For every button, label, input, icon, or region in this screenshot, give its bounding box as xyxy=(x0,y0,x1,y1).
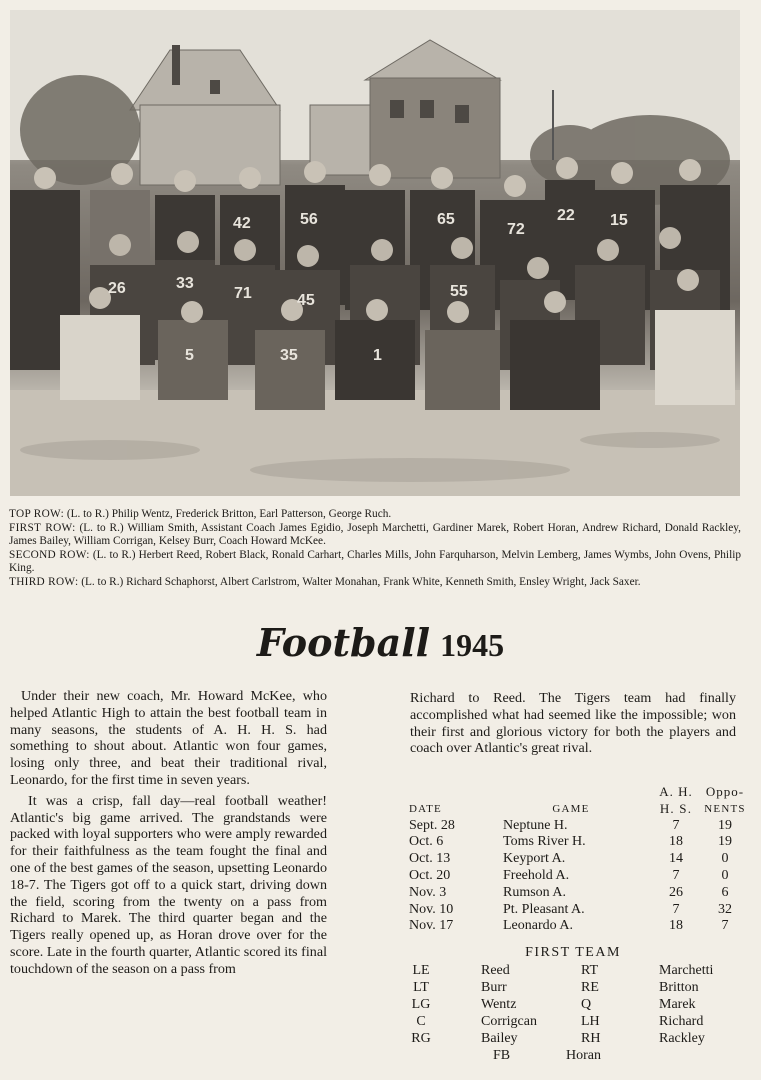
ah-score: 14 xyxy=(669,851,683,867)
article-paragraph: It was a crisp, fall day—real football weather! Atlantic's big game arrived. The grandstands were packed with loyal supporters who were amply rewarded for their faithfulness as the team fought the final and one of the best games of the season, upsetting Leonardo 18-7. The Tigers got off to a quick start, driving down the field, scoring from the twenty on a pass from Richard to Marek. The third quarter began and the Tigers really opened up, as Horan drove over for the score. Late in the fourth quarter, Atlantic scored its final touchdown of the season on a pass from xyxy=(10,792,327,977)
position-label: FB xyxy=(493,1048,511,1063)
game-date: Nov. 3 xyxy=(409,884,447,900)
player-name: Wentz xyxy=(481,997,517,1012)
team-photo-illustration xyxy=(10,10,740,496)
schedule-row xyxy=(409,868,751,885)
article-column-right xyxy=(410,690,736,757)
player-name: Burr xyxy=(481,980,507,995)
jersey-number: 55 xyxy=(450,283,468,300)
caption-label: FIRST ROW: xyxy=(9,521,76,534)
schedule-header-top xyxy=(409,784,751,801)
first-team-title: FIRST TEAM xyxy=(525,945,621,960)
title-year: 1945 xyxy=(440,627,505,663)
lineup-row xyxy=(409,979,739,996)
schedule-table xyxy=(409,784,751,935)
ah-score: 26 xyxy=(669,884,683,900)
lineup-row xyxy=(409,962,739,979)
lineup-row xyxy=(409,1013,739,1030)
jersey-number: 42 xyxy=(233,215,251,232)
position-label: RH xyxy=(581,1031,601,1046)
game-date: Nov. 10 xyxy=(409,901,454,917)
game-opponent: Leonardo A. xyxy=(503,918,573,934)
game-date: Oct. 20 xyxy=(409,867,451,883)
jersey-number: 1 xyxy=(373,347,382,364)
caption-label: TOP ROW: xyxy=(9,508,65,520)
jersey-number: 71 xyxy=(234,285,252,302)
position-label: RE xyxy=(581,980,599,995)
ah-score: 18 xyxy=(669,834,683,850)
schedule-row xyxy=(409,834,751,851)
schedule-row xyxy=(409,851,751,868)
player-name: Reed xyxy=(481,963,510,978)
header-game: GAME xyxy=(552,802,590,815)
jersey-number: 5 xyxy=(185,347,194,364)
schedule-row xyxy=(409,902,751,919)
position-label: LE xyxy=(412,963,430,978)
player-name: Rackley xyxy=(659,1031,705,1046)
position-label: Q xyxy=(581,997,592,1012)
position-label: LG xyxy=(411,997,431,1012)
schedule-row xyxy=(409,918,751,935)
opponent-score: 19 xyxy=(718,817,732,833)
jersey-number: 15 xyxy=(610,212,628,229)
caption-label: SECOND ROW: xyxy=(9,548,90,561)
game-date: Oct. 13 xyxy=(409,851,451,867)
caption-text: (L. to R.) Richard Schaphorst, Albert Carlstrom, Walter Monahan, Frank White, Kenneth Smith, Ensley Wright, Jack Saxer. xyxy=(81,575,641,588)
game-opponent: Freehold A. xyxy=(503,867,570,883)
player-name: Corrigcan xyxy=(481,1014,537,1029)
caption-line xyxy=(9,549,741,576)
article-paragraph-continued: Richard to Reed. The Tigers team had finally accomplished what had seemed like the impossible; won their first and glorious victory for both the players and coach over Atlantic's great rival. xyxy=(410,690,736,757)
lineup-row xyxy=(409,1047,739,1064)
team-photo xyxy=(10,10,740,496)
ah-score: 18 xyxy=(669,918,683,934)
player-name: Horan xyxy=(566,1048,601,1063)
jersey-number: 33 xyxy=(176,275,194,292)
caption-line xyxy=(9,576,741,590)
game-date: Oct. 6 xyxy=(409,834,444,850)
opponent-score: 19 xyxy=(718,834,732,850)
jersey-number: 56 xyxy=(300,211,318,228)
game-opponent: Keyport A. xyxy=(503,851,566,867)
position-label: C xyxy=(416,1014,426,1029)
game-opponent: Toms River H. xyxy=(503,834,586,850)
caption-text: (L. to R.) Philip Wentz, Frederick Britton, Earl Patterson, George Ruch. xyxy=(66,508,392,520)
page-title xyxy=(0,620,761,666)
schedule-row xyxy=(409,885,751,902)
header-opp-bottom: NENTS xyxy=(704,802,746,815)
player-name: Richard xyxy=(659,1014,704,1029)
opponent-score: 6 xyxy=(721,884,729,900)
opponent-score: 32 xyxy=(718,901,732,917)
jersey-number: 22 xyxy=(557,207,575,224)
title-script: Football xyxy=(256,620,431,665)
article-paragraph: Under their new coach, Mr. Howard McKee, who helped Atlantic High to attain the best football team in many seasons, the students of A. H. H. S. had something to shout about. Atlantic won four games, losing only three, and beat their traditional rival, Leonardo, for the first time in seven years. xyxy=(10,688,327,788)
position-label: LT xyxy=(413,980,429,995)
game-opponent: Rumson A. xyxy=(503,884,567,900)
schedule-row xyxy=(409,818,751,835)
jersey-number: 45 xyxy=(297,292,315,309)
player-name: Marchetti xyxy=(659,963,714,978)
jersey-number: 65 xyxy=(437,211,455,228)
header-ah-top: A. H. xyxy=(659,784,693,799)
first-team-lineup xyxy=(409,962,739,1064)
caption-line xyxy=(9,522,741,549)
ah-score: 7 xyxy=(672,901,680,917)
ah-score: 7 xyxy=(672,867,680,883)
header-date: DATE xyxy=(409,802,442,815)
player-name: Marek xyxy=(659,997,696,1012)
lineup-row xyxy=(409,996,739,1013)
player-name: Britton xyxy=(659,980,699,995)
game-date: Nov. 17 xyxy=(409,918,454,934)
header-ah-bottom: H. S. xyxy=(659,800,693,816)
ah-score: 7 xyxy=(672,817,680,833)
lineup-row xyxy=(409,1030,739,1047)
game-date: Sept. 28 xyxy=(409,817,455,833)
position-label: RT xyxy=(581,963,599,978)
photo-caption xyxy=(9,508,741,590)
caption-text: (L. to R.) Herbert Reed, Robert Black, Ronald Carhart, Charles Mills, John Farquharson, Melvin Lemberg, James Wymbs, John Ovens, Philip King. xyxy=(9,548,741,575)
article-column-left xyxy=(10,688,327,978)
opponent-score: 0 xyxy=(721,867,729,883)
player-name: Bailey xyxy=(481,1031,518,1046)
header-opp-top: Oppo- xyxy=(705,784,745,799)
caption-label: THIRD ROW: xyxy=(9,575,79,588)
jersey-number: 35 xyxy=(280,347,298,364)
position-label: RG xyxy=(411,1031,431,1046)
jersey-number: 26 xyxy=(108,280,126,297)
caption-line xyxy=(9,508,741,522)
game-opponent: Pt. Pleasant A. xyxy=(503,901,585,917)
game-opponent: Neptune H. xyxy=(503,817,568,833)
opponent-score: 7 xyxy=(721,918,729,934)
jersey-number: 72 xyxy=(507,221,525,238)
position-label: LH xyxy=(581,1014,600,1029)
opponent-score: 0 xyxy=(721,851,729,867)
caption-text: (L. to R.) William Smith, Assistant Coach James Egidio, Joseph Marchetti, Gardiner Marek, Robert Horan, Andrew Richard, Donald Rackley, James Bailey, William Corrigan, Kelsey Burr, Coach Howard McKee. xyxy=(9,521,741,548)
schedule-header xyxy=(409,801,751,818)
